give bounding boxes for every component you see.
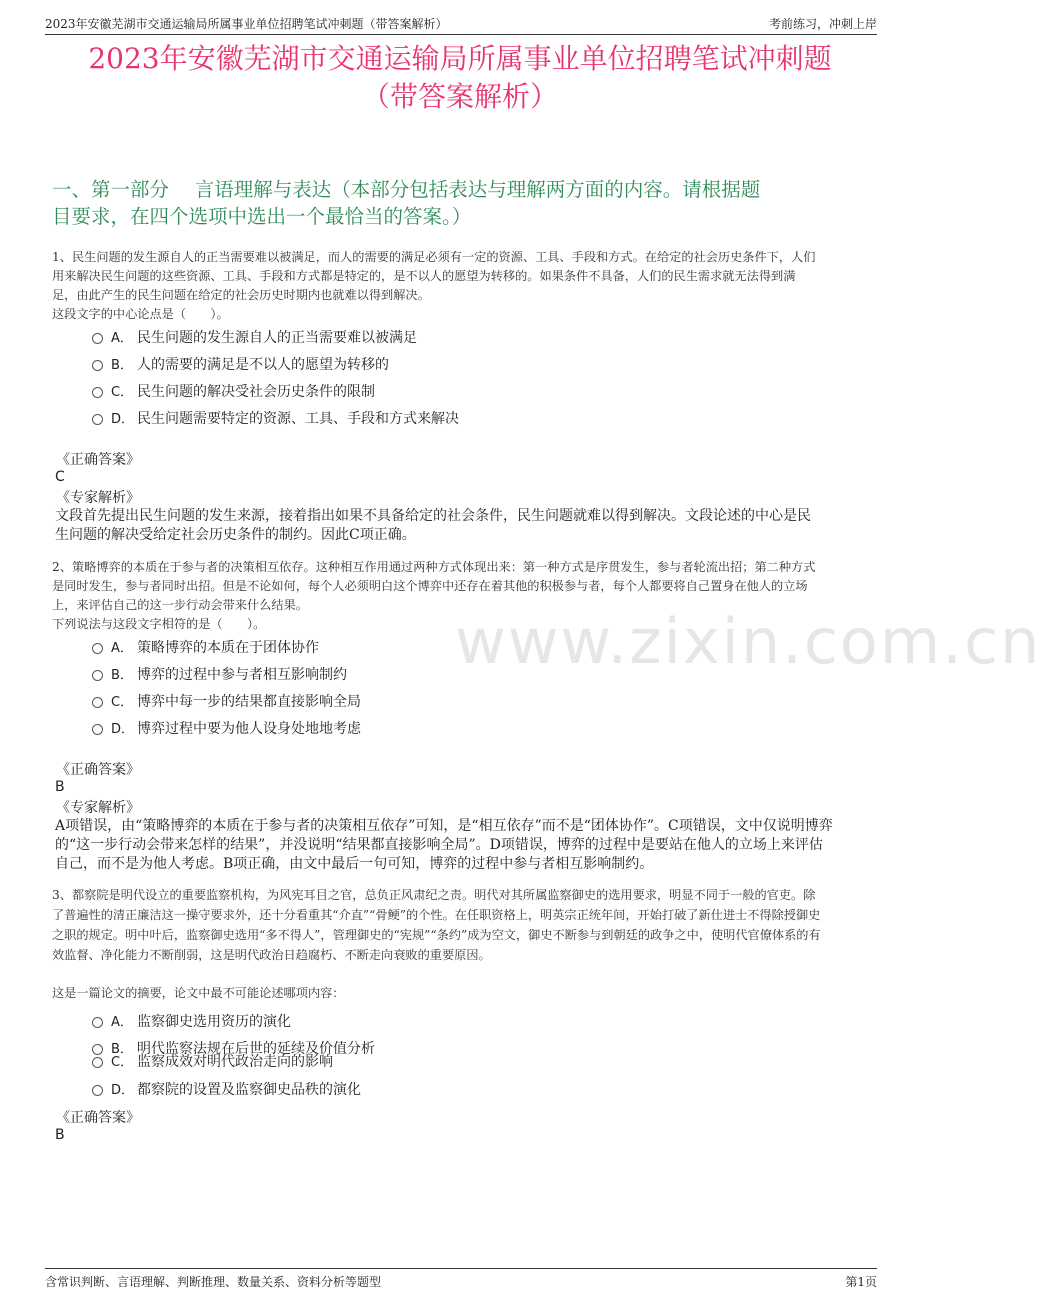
header-slogan: 考前练习，冲刺上岸 bbox=[768, 17, 877, 31]
stem-line: 用来解决民生问题的这些资源、工具、手段和方式都是特定的，是不以人的愿望为转移的。如果条件不具备，人们的民生需求就无法得到满 bbox=[52, 269, 796, 283]
stem-line bbox=[52, 965, 868, 983]
question-1-option-c[interactable]: C． 民生问题的解决受社会历史条件的限制 bbox=[92, 382, 375, 403]
question-3-option-d[interactable]: D． 都察院的设置及监察御史品秩的演化 bbox=[92, 1080, 361, 1101]
answer-label: 《正确答案》 bbox=[56, 1110, 140, 1126]
footer-note: 含常识判断、言语理解、判断推理、数量关系、资料分析等题型 bbox=[45, 1275, 382, 1289]
radio-icon[interactable] bbox=[92, 1017, 103, 1028]
question-2-option-c[interactable]: C． 博弈中每一步的结果都直接影响全局 bbox=[92, 692, 361, 713]
question-3-option-b[interactable]: B． 明代监察法规在后世的延续及价值分析 bbox=[92, 1039, 375, 1060]
stem-line: 3、都察院是明代设立的重要监察机构，为风宪耳目之官，总负正风肃纪之责。明代对其所属监察御史的选用要求，明显不同于一般的官吏。除 bbox=[52, 888, 816, 902]
radio-icon[interactable] bbox=[92, 643, 103, 654]
question-1-analysis: 文段首先提出民生问题的发生来源，接着指出如果不具备给定的社会条件，民生问题就难以得到解决。文段论述的中心是民 生问题的解决受给定社会历史条件的制约。因此C项正确。 bbox=[55, 508, 811, 543]
radio-icon[interactable] bbox=[92, 724, 103, 735]
question-3-option-c[interactable]: C． 监察成效对明代政治走向的影响 bbox=[92, 1052, 333, 1073]
stem-line: 2、策略博弈的本质在于参与者的决策相互依存。这种相互作用通过两种方式体现出来：第一种方式是序贯发生，参与者轮流出招；第二种方式 bbox=[52, 560, 816, 574]
question-3-stem bbox=[52, 885, 868, 1003]
question-1-option-a[interactable]: A． 民生问题的发生源自人的正当需要难以被满足 bbox=[92, 328, 417, 349]
stem-line: 是同时发生，参与者同时出招。但是不论如何，每个人必须明白这个博弈中还存在着其他的积极参与者，每个人都要将自己置身在他人的立场 bbox=[52, 579, 808, 593]
question-1-answer: C bbox=[55, 469, 65, 485]
stem-line: 足，由此产生的民生问题在给定的社会历史时期内也就难以得到解决。 bbox=[52, 288, 430, 302]
stem-line: 这段文字的中心论点是（ ）。 bbox=[52, 307, 229, 321]
radio-icon[interactable] bbox=[92, 414, 103, 425]
page-header bbox=[45, 12, 877, 35]
question-1-option-b[interactable]: B． 人的需要的满足是不以人的愿望为转移的 bbox=[92, 355, 389, 376]
question-2-analysis: A项错误，由“策略博弈的本质在于参与者的决策相互依存”可知，是“相互依存”而不是“团体协作”。C项错误，文中仅说明博弈 的“这一步行动会带来怎样的结果”，并没说明“结果都直接影响全局”。D项错误，博弈的过程中是要站在他人的立场上来评估 自己，而不是为他人考虑。B项正确，由文中最后一句可知，博弈的过程中参与者相互影响制约。 bbox=[55, 818, 833, 872]
question-2-answer: B bbox=[55, 779, 65, 795]
question-2-stem bbox=[52, 558, 868, 634]
radio-icon[interactable] bbox=[92, 697, 103, 708]
doc-title-line1: 2023年安徽芜湖市交通运输局所属事业单位招聘笔试冲刺题 bbox=[88, 42, 832, 75]
stem-line: 效监督、净化能力不断削弱，这是明代政治日趋腐朽、不断走向衰败的重要原因。 bbox=[52, 948, 491, 962]
question-1-option-d[interactable]: D． 民生问题需要特定的资源、工具、手段和方式来解决 bbox=[92, 409, 459, 430]
page-number: 第1页 bbox=[845, 1275, 877, 1289]
radio-icon[interactable] bbox=[92, 670, 103, 681]
section-heading-line2: 目要求，在四个选项中选出一个最恰当的答案。） bbox=[52, 205, 472, 228]
doc-title-line2: （带答案解析） bbox=[361, 80, 558, 113]
stem-line: 1、民生问题的发生源自人的正当需要难以被满足，而人的需要的满足必须有一定的资源、工具、手段和方式。在给定的社会历史条件下，人们 bbox=[52, 250, 816, 264]
header-doc-title: 2023年安徽芜湖市交通运输局所属事业单位招聘笔试冲刺题（带答案解析） bbox=[45, 17, 448, 31]
analysis-label: 《专家解析》 bbox=[56, 490, 140, 506]
analysis-label: 《专家解析》 bbox=[56, 800, 140, 816]
radio-icon[interactable] bbox=[92, 360, 103, 371]
question-1-stem bbox=[52, 248, 868, 324]
question-2-option-b[interactable]: B． 博弈的过程中参与者相互影响制约 bbox=[92, 665, 347, 686]
radio-icon[interactable] bbox=[92, 1085, 103, 1096]
stem-line: 上，来评估自己的这一步行动会带来什么结果。 bbox=[52, 598, 308, 612]
section-heading bbox=[52, 176, 868, 230]
question-3-answer: B bbox=[55, 1127, 65, 1143]
answer-label: 《正确答案》 bbox=[56, 452, 140, 468]
question-2-option-a[interactable]: A． 策略博弈的本质在于团体协作 bbox=[92, 638, 319, 659]
section-heading-line1: 一、第一部分 言语理解与表达（本部分包括表达与理解两方面的内容。请根据题 bbox=[52, 178, 761, 201]
stem-line: 这是一篇论文的摘要，论文中最不可能论述哪项内容： bbox=[52, 986, 345, 1000]
question-2-option-d[interactable]: D． 博弈过程中要为他人设身处地地考虑 bbox=[92, 719, 361, 740]
watermark: www.zixin.com.cn bbox=[455, 605, 1041, 678]
stem-line: 下列说法与这段文字相符的是（ ）。 bbox=[52, 617, 266, 631]
radio-icon[interactable] bbox=[92, 387, 103, 398]
question-3-option-a[interactable]: A． 监察御史选用资历的演化 bbox=[92, 1012, 291, 1033]
page-footer bbox=[45, 1268, 877, 1291]
stem-line: 了普遍性的清正廉洁这一操守要求外，还十分看重其“介直”“骨鲠”的个性。在任职资格上，明英宗正统年间，开始打破了新仕进士不得除授御史 bbox=[52, 908, 821, 922]
stem-line: 之职的规定。明中叶后，监察御史选用“多不得人”，管理御史的“宪规”“条约”成为空文，御史不断参与到朝廷的政争之中，使明代官僚体系的有 bbox=[52, 928, 821, 942]
answer-label: 《正确答案》 bbox=[56, 762, 140, 778]
radio-icon[interactable] bbox=[92, 333, 103, 344]
radio-icon[interactable] bbox=[92, 1057, 103, 1068]
